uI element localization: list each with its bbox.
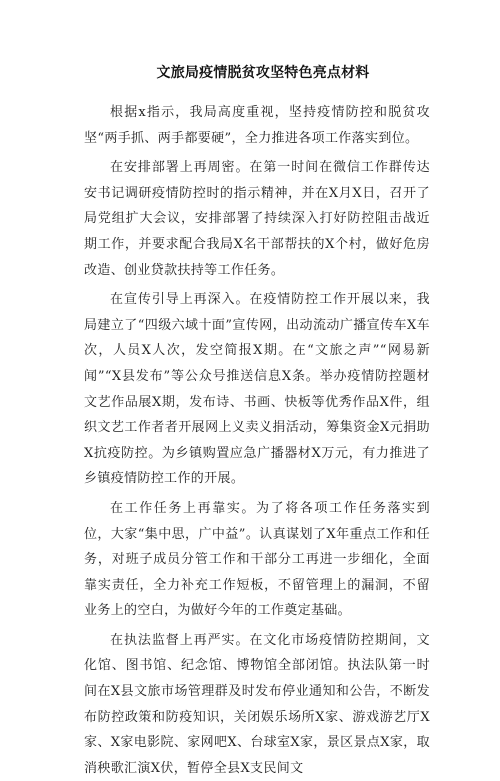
paragraph-supervision: 在执法监督上再严实。在文化市场疫情防控期间，文化馆、图书馆、纪念馆、博物馆全部闭馆。执法队第一时间在X县文旅市场管理群及时发布停业通知和公告，不断发布防控政策和防疫知识，关闭娱乐场所X家、游戏游艺厅X家、X家电影院、家网吧X、台球室X家，景区景点X家，取消秧歌汇演X伏，暂停全县X支民间文 bbox=[84, 632, 430, 776]
paragraph-tasks: 在工作任务上再靠实。为了将各项工作任务落实到位，大家“集中思，广中益”。认真谋划了X年重点工作和任务，对班子成员分管工作和干部分工再进一步细化，全面靠实责任，全力补充工作短板，不留管理上的漏洞，不留业务上的空白，为做好今年的工作奠定基础。 bbox=[84, 500, 430, 619]
paragraph-intro: 根据x指示，我局高度重视，坚持疫情防控和脱贫攻坚“两手抓、两手都要硬”，全力推进各项工作落实到位。 bbox=[84, 105, 430, 146]
paragraph-deployment: 在安排部署上再周密。在第一时间在微信工作群传达安书记调研疫情防控时的指示精神，并在X月X日，召开了局党组扩大会议，安排部署了持续深入打好防控阻击战近期工作，并要求配合我局X名干部帮扶的X个村，做好危房改造、创业贷款扶持等工作任务。 bbox=[84, 160, 430, 278]
paragraph-publicity: 在宣传引导上再深入。在疫情防控工作开展以来，我局建立了“四级六域十面”宣传网，出动流动广播宣传车X车次，人员X人次，发空简报X期。在“文旅之声”“网易新闻”“X县发布”等公众号推送信息X条。举办疫情防控题材文艺作品展X期，发布诗、书画、快板等优秀作品X件，组织文艺工作者者开展网上义卖义捐活动，筹集资金X元捐助X抗疫防控。为乡镇购置应急广播器材X万元，有力推进了乡镇疫情防控工作的开展。 bbox=[84, 292, 430, 487]
document-title: 文旅局疫情脱贫攻坚特色亮点材料 bbox=[156, 65, 370, 81]
